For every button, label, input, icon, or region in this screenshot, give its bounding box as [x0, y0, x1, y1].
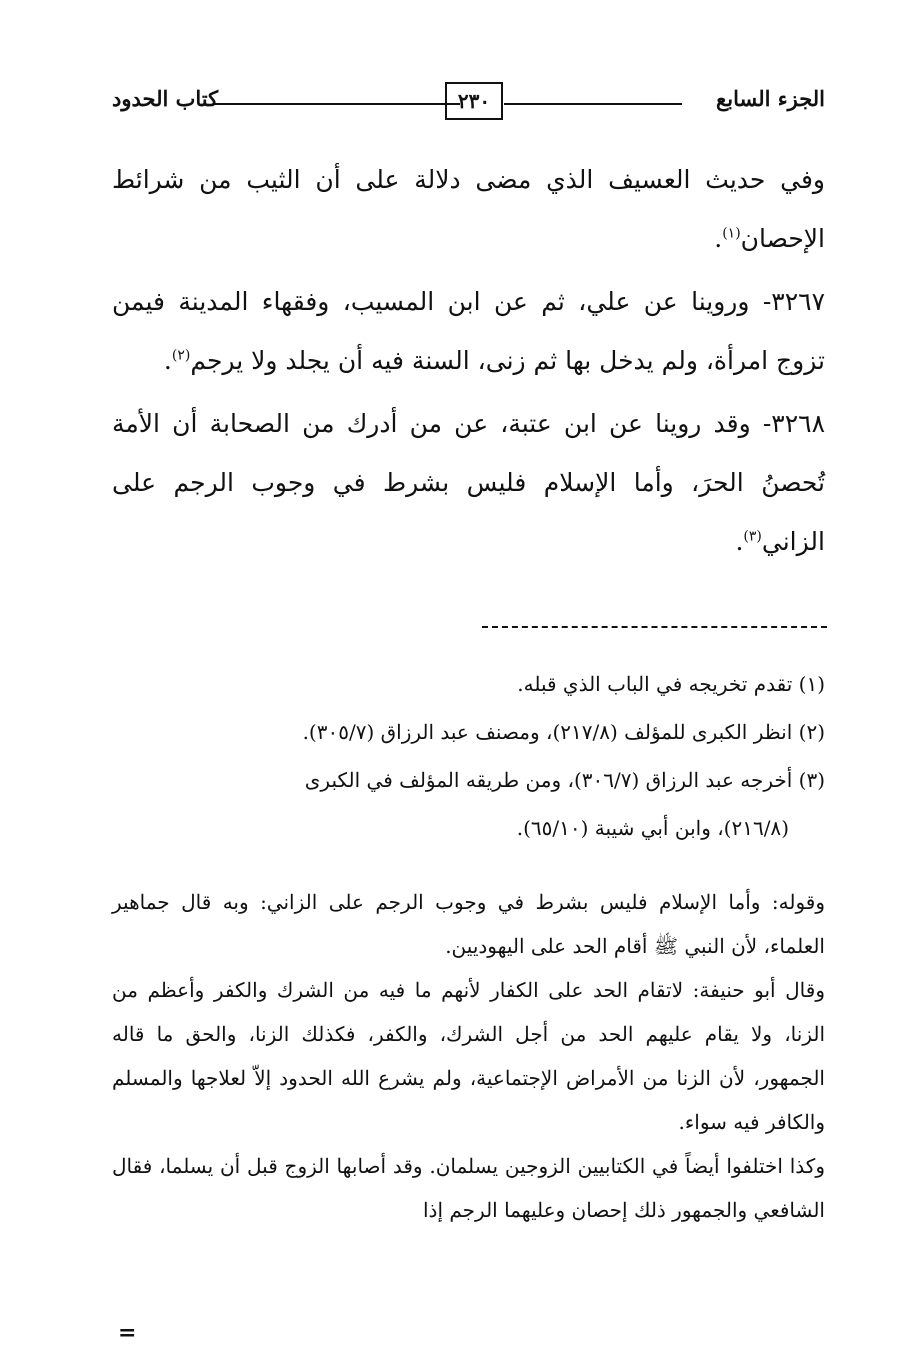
footnote: (٣) أخرجه عبد الرزاق (٣٠٦/٧)، ومن طريقه المؤلف في الكبرى: [304, 768, 825, 792]
commentary-paragraph: وقال أبو حنيفة: لاتقام الحد على الكفار لأنهم ما فيه من الشرك والكفر وأعظم من الزنا، ولا يقام عليهم الحد من أجل الشرك، والكفر، فكذلك الزنا، والحق ما قاله الجمهور، لأن الزنا من الأمراض الإجتماعية، ولم يشرع الله الحدود إلاّ لعلاجها والمسلم والكافر فيه سواء.: [112, 978, 825, 1134]
footnote-continuation: (٢١٦/٨)، وابن أبي شيبة (٦٥/١٠).: [516, 816, 789, 840]
header-rule-right: [504, 103, 682, 105]
commentary-paragraph: وكذا اختلفوا أيضاً في الكتابيين الزوجين يسلمان. وقد أصابها الزوج قبل أن يسلما، فقال الشافعي والجمهور ذلك إحصان وعليهما الرجم إذا: [112, 1154, 825, 1222]
main-text: [112, 150, 825, 571]
page-number: ٢٣٠: [445, 82, 503, 120]
footnote: (١) تقدم تخريجه في الباب الذي قبله.: [517, 672, 825, 696]
footnote-separator: [482, 626, 827, 628]
footnote-ref: (٣): [743, 528, 762, 545]
commentary-paragraph: وقوله: وأما الإسلام فليس بشرط في وجوب الرجم على الزاني: وبه قال جماهير العلماء، لأن النبي ﷺ أقام الحد على اليهوديين.: [112, 890, 825, 958]
continuation-mark: =: [118, 1320, 137, 1346]
volume-title: الجزء السابع: [716, 86, 825, 111]
paragraph: وفي حديث العسيف الذي مضى دلالة على أن الثيب من شرائط الإحصان$^{(١)}$.: [112, 165, 825, 253]
footnote-ref: (٢): [171, 347, 191, 364]
footnotes: [112, 660, 825, 852]
commentary: [112, 880, 825, 1232]
paragraph: ٣٢٦٨- وقد روينا عن ابن عتبة، عن من أدرك من الصحابة أن الأمة تُحصنُ الحرَ، وأما الإسلام فليس بشرط في وجوب الرجم على الزاني$^{(٣)}$.: [112, 409, 825, 556]
paragraph: ٣٢٦٧- وروينا عن علي، ثم عن ابن المسيب، وفقهاء المدينة فيمن تزوج امرأة، ولم يدخل بها ثم زنى، السنة فيه أن يجلد ولا يرجم$^{(٢)}$.: [112, 287, 825, 375]
page-header: [112, 82, 825, 122]
header-rule-left: [214, 103, 460, 105]
footnote: (٢) انظر الكبرى للمؤلف (٢١٧/٨)، ومصنف عبد الرزاق (٣٠٥/٧).: [302, 720, 825, 744]
footnote-ref: (١): [722, 225, 741, 242]
book-title: كتاب الحدود: [112, 86, 219, 111]
